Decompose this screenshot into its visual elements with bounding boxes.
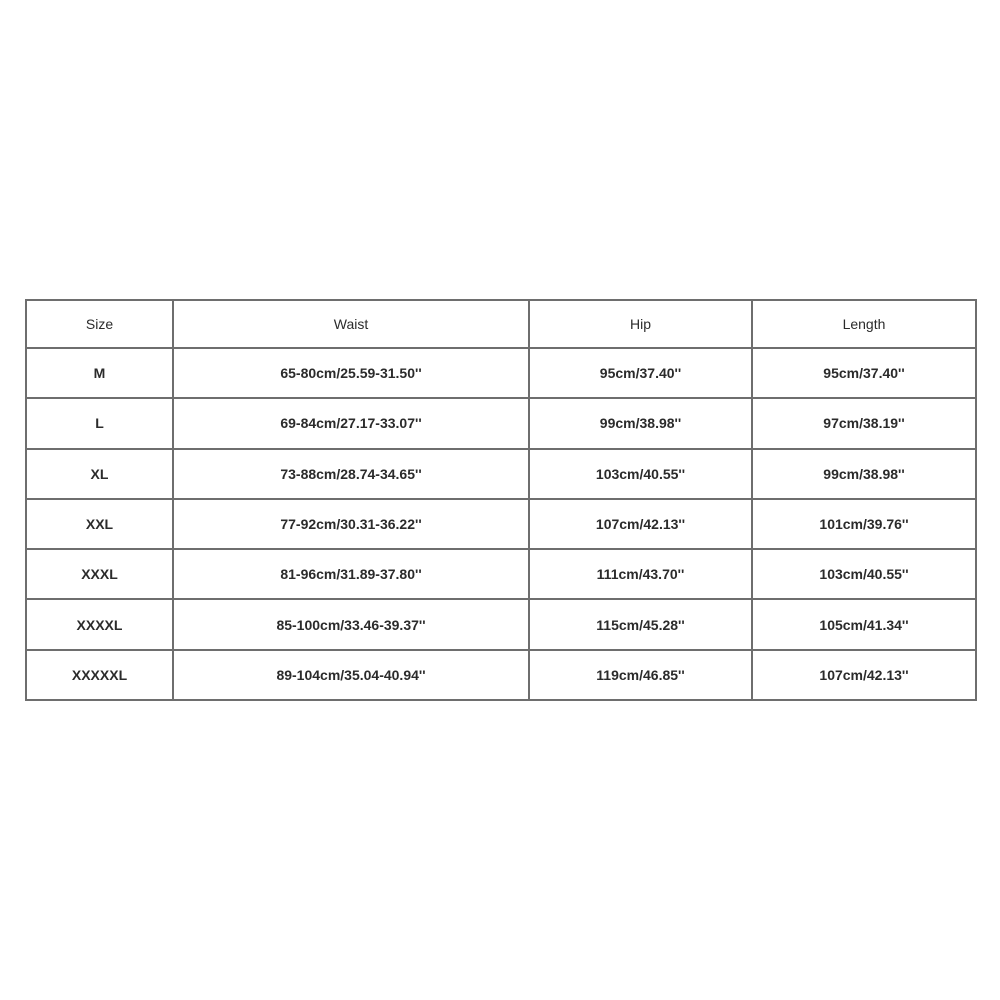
size-cell: XXL <box>26 499 173 549</box>
length-cell: 105cm/41.34'' <box>752 599 976 649</box>
table-row <box>26 499 976 549</box>
length-cell: 103cm/40.55'' <box>752 549 976 599</box>
hip-cell: 119cm/46.85'' <box>529 650 752 700</box>
column-header-waist: Waist <box>173 300 529 348</box>
table-row <box>26 650 976 700</box>
table-header <box>26 300 976 348</box>
waist-cell: 69-84cm/27.17-33.07'' <box>173 398 529 448</box>
size-cell: XXXXL <box>26 599 173 649</box>
waist-cell: 77-92cm/30.31-36.22'' <box>173 499 529 549</box>
size-cell: XXXXXL <box>26 650 173 700</box>
waist-cell: 89-104cm/35.04-40.94'' <box>173 650 529 700</box>
length-cell: 97cm/38.19'' <box>752 398 976 448</box>
table-row <box>26 398 976 448</box>
length-cell: 99cm/38.98'' <box>752 449 976 499</box>
header-row <box>26 300 976 348</box>
hip-cell: 95cm/37.40'' <box>529 348 752 398</box>
waist-cell: 65-80cm/25.59-31.50'' <box>173 348 529 398</box>
column-header-size: Size <box>26 300 173 348</box>
table-body <box>26 348 976 700</box>
size-cell: M <box>26 348 173 398</box>
size-cell: XXXL <box>26 549 173 599</box>
length-cell: 101cm/39.76'' <box>752 499 976 549</box>
length-cell: 95cm/37.40'' <box>752 348 976 398</box>
hip-cell: 103cm/40.55'' <box>529 449 752 499</box>
hip-cell: 115cm/45.28'' <box>529 599 752 649</box>
size-cell: L <box>26 398 173 448</box>
table-row <box>26 449 976 499</box>
column-header-hip: Hip <box>529 300 752 348</box>
hip-cell: 99cm/38.98'' <box>529 398 752 448</box>
length-cell: 107cm/42.13'' <box>752 650 976 700</box>
waist-cell: 85-100cm/33.46-39.37'' <box>173 599 529 649</box>
size-cell: XL <box>26 449 173 499</box>
table-row <box>26 599 976 649</box>
waist-cell: 81-96cm/31.89-37.80'' <box>173 549 529 599</box>
column-header-length: Length <box>752 300 976 348</box>
waist-cell: 73-88cm/28.74-34.65'' <box>173 449 529 499</box>
hip-cell: 111cm/43.70'' <box>529 549 752 599</box>
hip-cell: 107cm/42.13'' <box>529 499 752 549</box>
size-chart-table <box>25 299 977 701</box>
table-row <box>26 549 976 599</box>
table-row <box>26 348 976 398</box>
